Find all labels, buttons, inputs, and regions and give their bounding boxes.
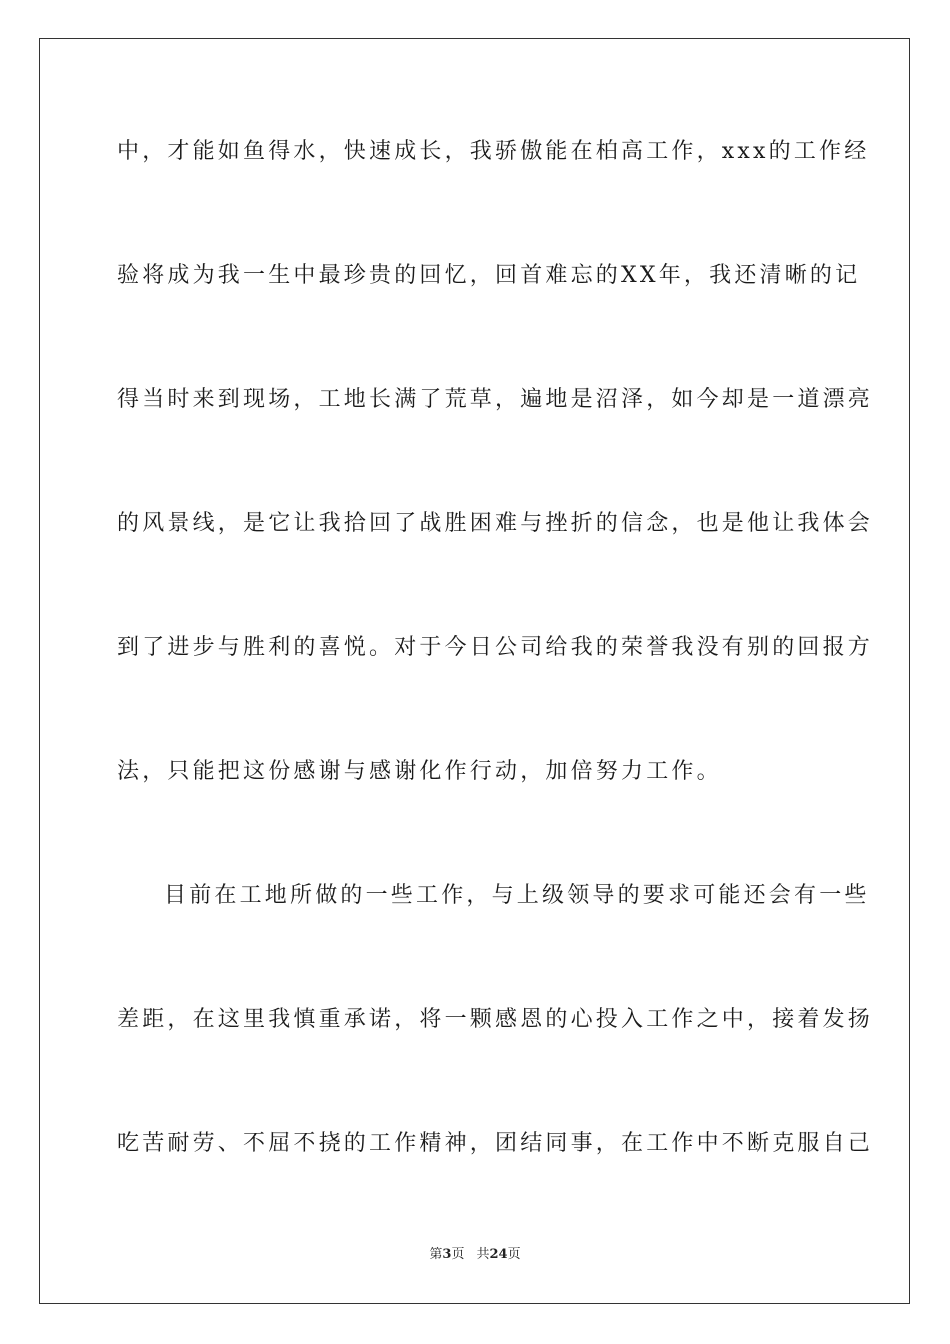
text-line-6: 法，只能把这份感谢与感谢化作行动，加倍努力工作。 xyxy=(117,759,722,784)
total-pages: 24 xyxy=(489,1247,508,1262)
total-suffix: 页 xyxy=(507,1247,521,1262)
text-line-2: 验将成为我一生中最珍贵的回忆，回首难忘的XX年，我还清晰的记 xyxy=(117,263,861,288)
text-line-9: 吃苦耐劳、不屈不挠的工作精神，团结同事，在工作中不断克服自己 xyxy=(117,1131,874,1156)
text-line-3: 得当时来到现场，工地长满了荒草，遍地是沼泽，如今却是一道漂亮 xyxy=(117,387,874,412)
text-line-1: 中，才能如鱼得水，快速成长，我骄傲能在柏高工作，xxx的工作经 xyxy=(117,139,870,164)
total-prefix: 共 xyxy=(476,1247,490,1262)
page-number: 3 xyxy=(442,1247,452,1262)
page-footer xyxy=(0,1246,950,1264)
text-line-8: 差距，在这里我慎重承诺，将一颗感恩的心投入工作之中，接着发扬 xyxy=(117,1007,874,1032)
page-prefix: 第 xyxy=(429,1247,443,1262)
page-suffix: 页 xyxy=(451,1247,465,1262)
text-line-5: 到了进步与胜利的喜悦。对于今日公司给我的荣誉我没有别的回报方 xyxy=(117,635,874,660)
page-border xyxy=(39,38,910,1304)
text-line-7: 目前在工地所做的一些工作，与上级领导的要求可能还会有一些 xyxy=(164,883,870,908)
text-line-4: 的风景线，是它让我拾回了战胜困难与挫折的信念，也是他让我体会 xyxy=(117,511,874,536)
